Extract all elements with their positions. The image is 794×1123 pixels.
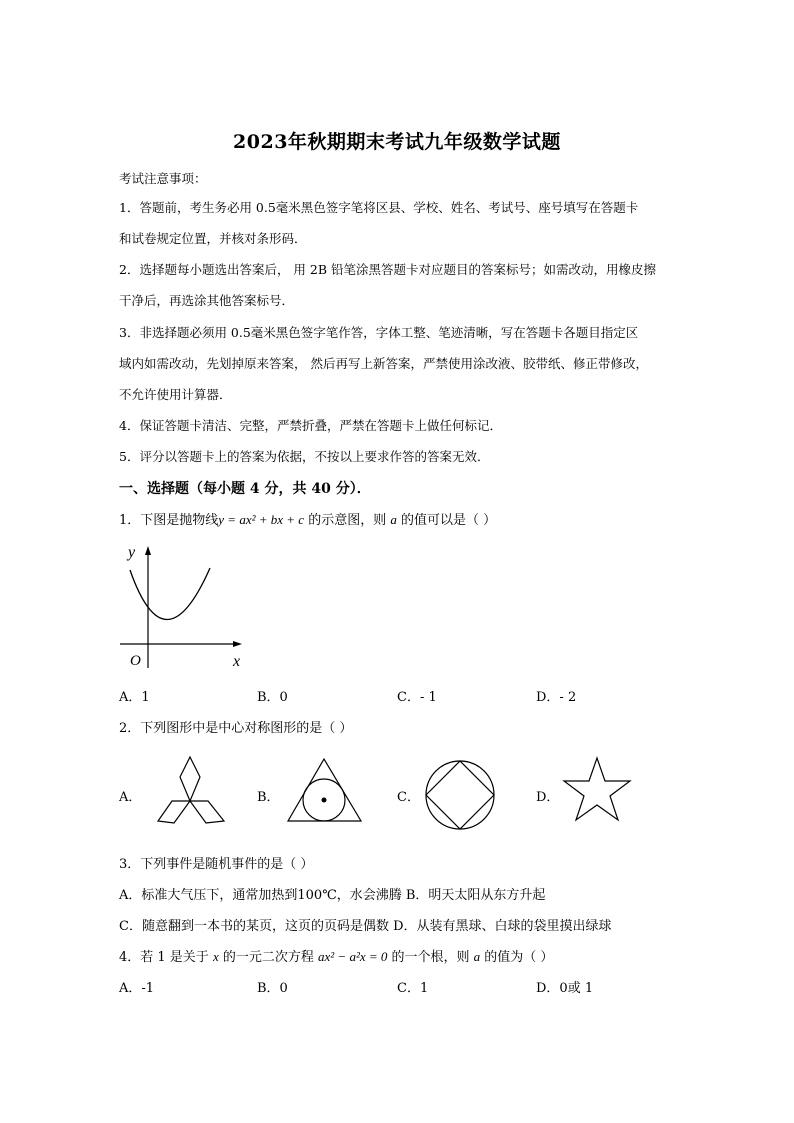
q2-option-d: D．	[536, 790, 560, 805]
axis-x-label: x	[233, 653, 241, 670]
q3-options-line-1: A．标准大气压下，通常加热到100℃，水会沸腾 B．明天太阳从东方升起	[119, 888, 546, 903]
q4-prefix: 4．若 1 是关于	[119, 950, 213, 965]
question-1	[119, 509, 496, 528]
q1-prefix: 1．下图是抛物线	[119, 513, 219, 528]
q1-suffix: 的值可以是（ ）	[396, 513, 497, 528]
q2-option-c: C．	[397, 790, 420, 805]
q1-option-b: B．0	[257, 690, 288, 705]
q4-option-b: B．0	[257, 981, 288, 996]
q4-suffix: 的值为（ ）	[480, 950, 554, 965]
three-rhombus-icon	[146, 755, 234, 827]
axis-y-label: y	[128, 544, 136, 561]
parabola-graph	[115, 540, 250, 672]
page-title: 2023年秋期期末考试九年级数学试题	[233, 131, 561, 153]
q4-option-c: C．1	[397, 981, 429, 996]
notes-line-2: 和试卷规定位置，并核对条形码．	[119, 231, 307, 246]
y-axis-arrow-icon	[145, 546, 151, 555]
q4-option-d: D．0或 1	[536, 981, 594, 996]
notes-line-8: 4．保证答题卡清洁、完整，严禁折叠，严禁在答题卡上做任何标记．	[119, 418, 502, 433]
q1-middle: 的示意图，则	[304, 513, 391, 528]
q1-var: a	[390, 512, 397, 527]
question-4	[119, 946, 553, 965]
q1-option-d: D．- 2	[536, 690, 577, 705]
q4-middle: 的一元二次方程	[218, 950, 318, 965]
notes-line-4: 干净后，再选涂其他答案标号．	[119, 293, 295, 308]
notes-line-3: 2．选择题每小题选出答案后， 用 2B 铅笔涂黑答题卡对应题目的答案标号；如需改动，用橡皮擦	[119, 262, 657, 277]
notes-line-5: 3．非选择题必须用 0.5毫米黑色签字笔作答，字体工整、笔迹清晰，写在答题卡各题目指定区	[119, 325, 639, 340]
q2-option-b: B．	[257, 790, 280, 805]
x-axis-arrow-icon	[233, 641, 242, 647]
q1-formula: y = ax² + bx + c	[218, 512, 305, 527]
notes-line-1: 1．答题前，考生务必用 0.5毫米黑色签字笔将区县、学校、姓名、考试号、座号填写在答题卡	[119, 200, 639, 215]
notes-line-6: 域内如需改动，先划掉原来答案， 然后再写上新答案，严禁使用涂改液、胶带纸、修正带修改，	[119, 356, 648, 371]
origin-label: O	[130, 653, 141, 669]
question-2: 2．下列图形中是中心对称图形的是（ ）	[119, 721, 353, 736]
q1-option-a: A．1	[119, 690, 150, 705]
notes-line-7: 不允许使用计算器．	[119, 387, 232, 402]
triangle-incircle-icon	[286, 757, 366, 823]
notes-heading: 考试注意事项：	[119, 171, 207, 186]
star-icon	[562, 756, 632, 824]
q4-middle2: 的一个根，则	[387, 950, 474, 965]
q2-option-a: A．	[119, 790, 142, 805]
q3-options-line-2: C．随意翻到一本书的某页，这页的页码是偶数 D．从装有黑球、白球的袋里摸出绿球	[119, 919, 612, 934]
circle-square-icon	[424, 759, 496, 831]
q4-var-a: a	[473, 949, 481, 964]
section-heading: 一、选择题（每小题 4 分，共 40 分）．	[119, 481, 371, 497]
q4-option-a: A．-1	[119, 981, 155, 996]
q4-formula: ax² − a²x = 0	[318, 949, 388, 964]
notes-line-9: 5．评分以答题卡上的答案为依据，不按以上要求作答的答案无效．	[119, 449, 490, 464]
q4-var-x: x	[212, 949, 219, 964]
parabola-curve	[130, 568, 210, 620]
q1-option-c: C．- 1	[397, 690, 437, 705]
question-3: 3．下列事件是随机事件的是（ ）	[119, 857, 314, 872]
